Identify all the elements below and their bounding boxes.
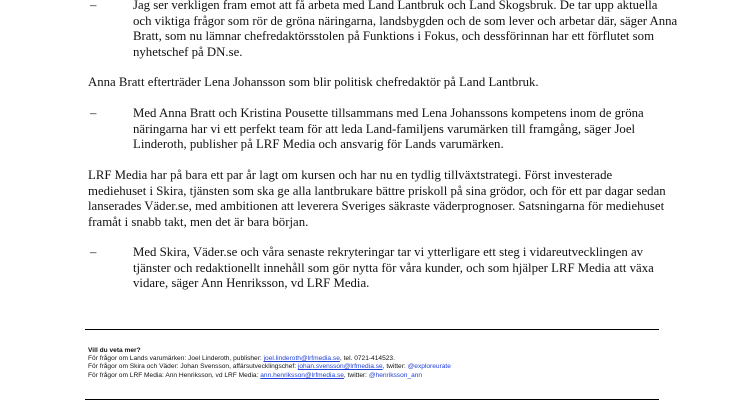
contact-line-skira [88, 363, 688, 371]
email-link-ann[interactable]: ann.henriksson@lrfmedia.se [260, 371, 344, 379]
quote-dash: – [90, 106, 97, 120]
contact-separator: , [343, 371, 348, 379]
email-link-joel[interactable]: joel.linderoth@lrfmedia.se [263, 355, 340, 363]
twitter-handle-ann[interactable]: @henriksson_ann [368, 371, 423, 379]
quote-anna-bratt [90, 0, 690, 62]
paragraph-successor: Anna Bratt efterträder Lena Johansson som blir politisk chefredaktör på Land Lantbruk. [88, 75, 539, 89]
quote-text: Med Skira, Väder.se och våra senaste rekryteringar tar vi ytterligare ett steg i vidareutvecklingen av tjänster och redaktionellt innehåll som gör nytta för våra kunder, och som hjälper LRF Media att växa vidare, säger Ann Henriksson, vd LRF Media. [133, 245, 654, 290]
contact-line-lrf-media [88, 372, 688, 380]
quote-dash: – [90, 0, 97, 12]
contact-description: För frågor om Lands varumärken: Joel Linderoth, publisher: [88, 355, 264, 363]
contact-separator: , [382, 363, 387, 371]
quote-text: Med Anna Bratt och Kristina Pousette tillsammans med Lena Johanssons kompetens inom de gröna näringarna har vi ett perfekt team för att leda Land-familjens varumärken till framgång, säger Joel Linderoth, publisher på LRF Media och ansvarig för Lands varumärken. [133, 106, 644, 151]
contact-title: Vill du veta mer? [88, 347, 141, 354]
twitter-label: twitter: [386, 363, 408, 371]
contact-description: För frågor om Skira och Väder: Johan Svensson, affärsutvecklingschef: [88, 363, 298, 371]
quote-ann-henriksson [90, 245, 690, 293]
email-link-johan[interactable]: johan.svensson@lrfmedia.se [297, 363, 383, 371]
twitter-label: twitter: [347, 371, 369, 379]
contact-phone: , tel. 0721-414523. [339, 355, 395, 363]
footer-divider-top [85, 329, 659, 330]
footer-divider-bottom [85, 399, 659, 400]
quote-dash: – [90, 245, 97, 259]
contact-footer [88, 347, 688, 380]
quote-joel-linderoth [90, 106, 690, 154]
paragraph-growth-strategy: LRF Media har på bara ett par år lagt om kursen och har nu en tydlig tillväxtstrategi. Först investerade mediehuset i Skira, tjänsten som ska ge alla lantbrukare bättre priskoll på sina grödor, och för ett par dagar sedan lanserades Väder.se, med ambitionen att leverera Sveriges säkraste väderprognoser. Satsningarna för mediehuset framåt i snabb takt, men det är bara början. [88, 168, 666, 229]
contact-description: För frågor om LRF Media: Ann Henriksson, vd LRF Media: [88, 371, 261, 379]
twitter-handle-johan[interactable]: @exploreurate [407, 363, 451, 371]
quote-text: Jag ser verkligen fram emot att få arbeta med Land Lantbruk och Land Skogsbruk. De tar upp aktuella och viktiga frågor som rör de gröna näringarna, landsbygden och de som lever och arbetar där, säger Anna Bratt, som nu lämnar chefredaktörsstolen på Funktions i Fokus, och dessförinnan har ett förflutet som nyhetschef på DN.se. [133, 0, 678, 59]
